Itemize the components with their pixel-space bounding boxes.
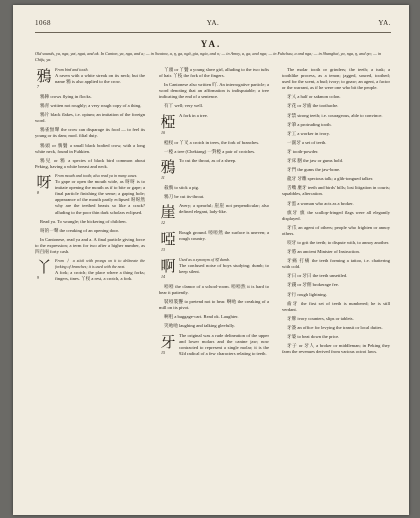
phrase-entry: [159, 299, 269, 311]
definition-text: Rough ground. 啞啞然 the surface is uneven; a rough country.: [179, 229, 269, 242]
phrase-text: 啞啞 the clamor of a school-room. 啞啞然 it is hard to bear it patiently.: [159, 283, 269, 296]
phrase-entry: [35, 127, 145, 139]
phrase-entry: [282, 325, 390, 331]
headword-entry: [159, 158, 269, 182]
column-middle: [159, 67, 269, 360]
phrase-entry: [282, 258, 390, 270]
phrase-text: In Cantonese, read ya and a. A final particle giving force to the expression; a term for two after a higher number, as 四百兩 forty cash.: [35, 236, 145, 254]
etymology-note: Used as a synonym of 啞 dumb.: [179, 256, 230, 262]
phrase-text: 鴉陣 crows flying in flocks.: [40, 94, 92, 99]
headword-number: 15: [161, 349, 165, 355]
phrase-entry: [282, 343, 390, 355]
phrase-entry: [282, 176, 390, 182]
phrase-entry: [35, 228, 145, 234]
definition-text: A fork in a tree.: [179, 112, 208, 118]
headword-character: 啞: [160, 229, 176, 248]
phrase-text: 牙日 or 牙曰 the teeth unsettled.: [287, 273, 348, 279]
phrase-text: 咬牙 to grit the teeth; to dispute with, to annoy another.: [287, 239, 390, 245]
phrase-text: 一椏 a tree (Chekiang) 一對椏 a pair of crotches.: [164, 148, 256, 154]
phrase-entry: [159, 82, 269, 100]
etymology-note: From mouth and tooth; also read ya in many cases.: [55, 172, 138, 178]
definition-text: The original was a rude delineation of the upper and lower molars and the canine jaw; now contracted to represent a single molar; it is the 92d radical of a few characters relating to teeth.: [179, 332, 269, 356]
definition-text: To gape or open the mouth wide, as 呀呀 is to imitate opening the mouth as if to bite or gape; a final particle finishing the sense; a gaping hole; appearance of the mouth partly eclipsed 呀呀然 why are the teethed beasts so like a crack? alluding to the poor thin dark scholars eclipsed.: [55, 179, 145, 215]
phrase-text: 龍牙 牙雕 specious talk; a glib-tongued talker.: [287, 176, 374, 182]
phrase-entry: [282, 149, 390, 155]
phrase-text: 椏杈 or 丫叉 a crotch in trees, the fork of branches.: [164, 139, 260, 145]
phrase-entry: [282, 316, 390, 322]
phrase-entry: [282, 167, 390, 173]
headword-number: 11: [161, 174, 165, 180]
headword-entry: [159, 257, 269, 281]
definition-text: A raven with a white streak on its neck; but the name 鴉 is also applied to the crow.: [55, 73, 145, 85]
phrase-text: 裝啞裝聾 to pretend not to hear. 啊吔 the creaking of a mill on its pivot.: [159, 299, 269, 311]
headword-entry: [159, 203, 269, 227]
phrase-text: 啊咀 a baggage-cart. Read ok. Laughter.: [164, 314, 239, 320]
phrase-text: 牙爪 an agent of others; people who frighten or annoy others.: [282, 224, 390, 236]
phrase-entry: [282, 201, 390, 207]
phrase-entry: [282, 113, 390, 119]
phrase-entry: [282, 282, 390, 288]
phrase-text: 旗牙 旗 the scallop-fringed flags were all elegantly displayed.: [282, 209, 390, 221]
headword-number: 10: [161, 129, 165, 135]
phrase-entry: [282, 67, 390, 91]
phrase-entry: [35, 112, 145, 124]
definition-text: Avery; a spearful; 崖崖 not perpendicular; also defined elegant, lady-like.: [179, 202, 269, 215]
phrase-text: 鴉頭 or 鴉鬟 a small black bodied crow, with a long white neck, found in Fuhkien.: [35, 142, 145, 154]
headword-character: 牙: [160, 332, 176, 351]
phrase-entry: [282, 292, 390, 298]
phrase-text: 牙牌 ivory counters, slips or tablets.: [287, 315, 354, 321]
headword-character: 崖: [160, 202, 176, 221]
phrase-text: 牙子 or 牙人 a broker or middleman; in Peking they farm the revenues derived from various octroi laws.: [282, 343, 390, 355]
phrase-entry: [282, 158, 390, 164]
headword-character: 鴉: [36, 67, 52, 85]
headword-number: 12: [161, 219, 165, 225]
headword-entry: [159, 333, 269, 357]
definition-text: The confused noise of boys studying; dumb; to keep silent.: [179, 263, 269, 275]
phrase-text: 齒牙 the first set of teeth is numbered; he is still verdant.: [282, 300, 390, 312]
definition-text: To cut the throat, as of a sheep.: [179, 157, 237, 163]
phrase-entry: [159, 149, 269, 155]
phrase-entry: [282, 122, 390, 128]
phrase-text: 牙筆 a protruding tooth.: [287, 121, 332, 127]
headword-character: 椏: [160, 112, 176, 131]
phrase-text: 丫頭 or 丫鬟 a young slave girl, alluding to the two tufts of hair. 丫枝 the fork of the fingers.: [159, 67, 269, 79]
phrase-text: 牙禁 strong teeth; i.e. courageous, able to convince.: [287, 112, 383, 118]
running-header: [35, 19, 391, 31]
pronunciation-note: Old sounds, ya, nga, yat, ngat, and ak. In Canton, ya, nga, and a; — in Swatow, a, ŋ, ga, ngā, gia, ngia, and o; — in Amoy, a, ga, and nga; — in Fuhchau, a and nga; — in Shanghai, ya, nga, ŋ, and ŋo; — in Chifu, ya.: [35, 51, 382, 62]
phrase-text: 有丫 well; very well.: [164, 103, 204, 109]
phrase-text: 牙將 an ancient Minister of Instruction.: [287, 249, 360, 255]
phrase-entry: [282, 210, 390, 222]
phrase-text: 鴉兒 or 鴉 a species of black bird common about Peking, having a white breast and neck.: [35, 157, 145, 169]
section-title: YA.: [200, 39, 222, 49]
phrase-entry: [159, 284, 269, 296]
headword-number: 14: [161, 273, 165, 279]
headword-character: 啊: [160, 256, 176, 275]
phrase-entry: [282, 225, 390, 237]
phrase-entry: [282, 273, 390, 279]
phrase-entry: [159, 314, 269, 320]
headword-entry: [159, 230, 269, 254]
phrase-text: 鴉片 black flakes, i.e. opium; an imitation of the foreign word.: [35, 112, 145, 124]
phrase-entry: [282, 334, 390, 340]
etymology-note: From bird and tooth.: [55, 67, 89, 72]
phrase-text: 呀的一聲 the creaking of an opening door.: [40, 227, 119, 233]
phrase-text: 牙床 胭 the jaw or gums hold.: [287, 158, 344, 164]
phrase-text: 牙門 the gums the jaw-bone.: [287, 167, 341, 173]
phrase-text: 牙行 rough lightning.: [287, 291, 327, 297]
headword-entry: [35, 258, 145, 282]
phrase-text: 殺鴉 to stick a pig.: [164, 184, 200, 190]
headword-entry: [159, 113, 269, 137]
etymology-note: From 丨 a stick with prongs on it to delineate the forking of branches; it is used with the next.: [55, 258, 145, 270]
headword-character: 鴉: [160, 157, 176, 176]
phrase-text: 鴉雀無聲 the crow can disparage its food — to feel its young or its dam; mod. filial duty.: [35, 127, 145, 139]
phrase-entry: [159, 67, 269, 79]
phrase-entry: [282, 185, 390, 197]
phrase-entry: [35, 103, 145, 109]
phrase-entry: [282, 140, 390, 146]
phrase-text: 牙乂 a half or sakmon colon.: [287, 94, 341, 100]
phrase-text: 牙簽 an office for levying the transit or local duties.: [287, 324, 383, 330]
running-head-center: YA.: [206, 19, 220, 27]
phrase-entry: [159, 140, 269, 146]
phrase-text: 舌嘴 麼牙 teeth and birds' bills; lost litigation in courts; squabbles, altercation.: [282, 185, 390, 197]
phrase-text: The molar tooth or grinders; the teeth; a tusk; a toothlike process, as a tenon; jagged, soured, toothed; used for the scent, a bud; ivory; to gnaw; an agent, a factor or the warrant, as if he were one who bit the people.: [282, 67, 390, 91]
phrase-entry: [282, 94, 390, 100]
phrase-entry: [35, 237, 145, 255]
headword-number: 9: [37, 275, 39, 281]
phrase-text: 牙錢 or 牙佣 brokerage fee.: [287, 282, 339, 288]
headword-character: 呀: [36, 172, 52, 191]
phrase-text: 一副牙 a set of teeth.: [287, 139, 327, 145]
phrase-text: 牙工 a worker in ivory.: [287, 130, 330, 136]
column-left: [35, 67, 145, 285]
phrase-entry: [159, 103, 269, 109]
header-rule: [35, 32, 391, 33]
phrase-entry: [159, 194, 269, 200]
phrase-text: 牙 tooth-powder.: [287, 148, 319, 154]
phrase-entry: [35, 143, 145, 155]
phrase-entry: [282, 240, 390, 246]
phrase-entry: [282, 249, 390, 255]
headword-entry: [35, 173, 145, 216]
phrase-text: 牙痛 打痛 the teeth forming a tattoo, i.e. chattering with cold.: [282, 258, 390, 270]
phrase-text: 牙婆 to beat down the price.: [287, 334, 340, 339]
phrase-text: 鴉刀 be cut its-throat.: [164, 193, 205, 199]
headword-character: 丫: [36, 258, 52, 277]
page-number: 1068: [35, 19, 51, 27]
phrase-entry: [159, 323, 269, 329]
dictionary-page: [13, 5, 409, 515]
headword-number: 7: [37, 84, 39, 89]
headword-number: 13: [161, 246, 165, 252]
phrase-text: Read ya. To wrangle; the bickering of children.: [40, 218, 127, 224]
phrase-entry: [282, 103, 390, 109]
phrase-entry: [35, 219, 145, 225]
phrase-entry: [159, 185, 269, 191]
phrase-text: In Cantonese also written 吖. An interrogative particle; a word denoting that an affirmation is indisputable; a tree indicating the end of a sentence.: [159, 82, 269, 100]
phrase-entry: [282, 131, 390, 137]
phrase-text: 鴉青 written not roughly; a very rough copy of a thing.: [40, 103, 142, 109]
phrase-text: 笑吔吔 laughing and talking gleefully.: [164, 323, 236, 329]
phrase-entry: [35, 158, 145, 170]
column-right: [282, 67, 390, 358]
phrase-entry: [35, 94, 145, 100]
headword-number: 8: [37, 189, 39, 195]
phrase-entry: [282, 301, 390, 313]
phrase-text: 牙花 or 牙齒 the toothache.: [287, 103, 339, 109]
definition-text: A fork; a crotch; the place where a thing forks; fingers, tines. 丫杈 a rest, a crotch, a fork.: [55, 270, 145, 282]
running-head-right: YA.: [378, 19, 391, 27]
headword-entry: [35, 67, 145, 91]
phrase-text: 牙蛋 a woman who acts as a broker.: [287, 200, 354, 206]
